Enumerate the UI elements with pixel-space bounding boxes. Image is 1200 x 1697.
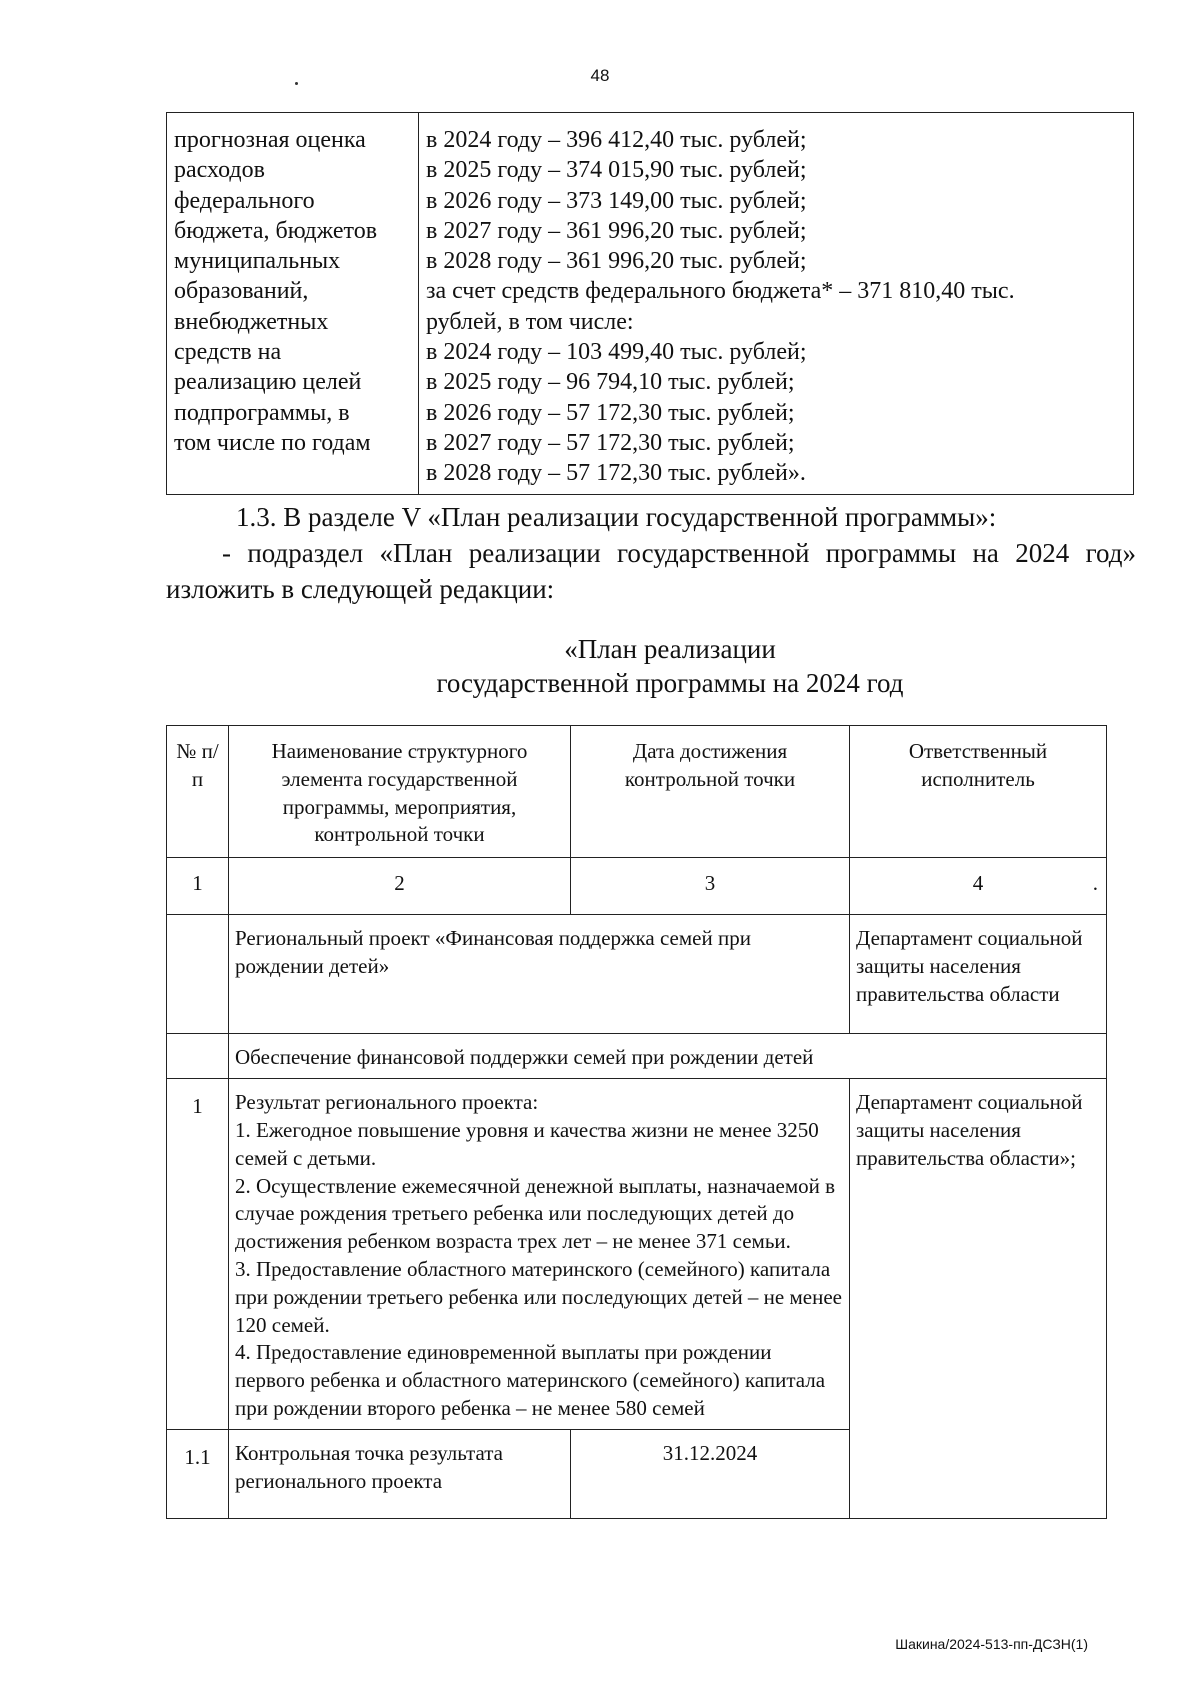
result-line: 3. Предоставление областного материнского (семейного) капитала при рождении третьего ребенка или последующих детей – не менее 120 семей. <box>235 1256 842 1337</box>
financing-label-line: внебюджетных <box>174 308 329 335</box>
financing-value-line: в 2024 году – 396 412,40 тыс. рублей; <box>426 127 807 153</box>
edition-paragraph: изложить в следующей редакции: <box>166 574 555 604</box>
header-row <box>167 726 1107 858</box>
financing-label-line: прогнозная оценка <box>174 127 366 153</box>
financing-value-line: в 2027 году – 361 996,20 тыс. рублей; <box>426 217 807 244</box>
column-number-cell <box>850 858 1107 915</box>
financing-value-line: в 2026 году – 373 149,00 тыс. рублей; <box>426 187 807 214</box>
column-number: 4 <box>972 871 984 896</box>
financing-value-line: рублей, в том числе: <box>426 308 634 335</box>
project-name: Региональный проект «Финансовая поддержка семей при рождении детей» <box>229 915 850 1034</box>
task-row <box>167 1034 1107 1079</box>
checkpoint-date: 31.12.2024 <box>571 1429 850 1518</box>
financing-label-line: федерального <box>174 187 315 214</box>
financing-value-line: в 2027 году – 57 172,30 тыс. рублей; <box>426 429 795 456</box>
header-date: Дата достижения контрольной точки <box>571 726 850 858</box>
result-line: 2. Осуществление ежемесячной денежной выплаты, назначаемой в случае рождения третьего ребенка или последующих детей до достижения ребенком возраста трех лет – не менее 371 семьи. <box>235 1173 836 1254</box>
financing-label-line: средств на <box>174 339 282 366</box>
result-description <box>229 1079 850 1430</box>
scan-speck <box>295 82 298 85</box>
financing-value-line: в 2025 году – 374 015,90 тыс. рублей; <box>426 157 807 184</box>
column-number: 2 <box>229 858 571 915</box>
financing-label-line: расходов <box>174 157 265 184</box>
plan-title-line-1: «План реализации <box>564 634 776 664</box>
result-responsible: Департамент социальной защиты населения правительства области»; <box>850 1079 1107 1519</box>
financing-label-line: подпрограммы, в <box>174 399 350 426</box>
financing-label-line: реализацию целей <box>174 369 362 396</box>
task-name: Обеспечение финансовой поддержки семей при рождении детей <box>229 1034 1107 1079</box>
financing-label-line: образований, <box>174 278 309 305</box>
page-number: 48 <box>590 66 610 85</box>
result-line: 4. Предоставление единовременной выплаты при рождении первого ребенка и областного материнского (семейного) капитала при рождении второго ребенка – не менее 580 семей <box>235 1340 826 1420</box>
financing-row <box>167 113 1134 495</box>
trailing-mark: . <box>1092 871 1098 896</box>
financing-value-line: в 2028 году – 57 172,30 тыс. рублей». <box>426 460 806 487</box>
header-name: Наименование структурного элемента государственной программы, мероприятия, контрольной точки <box>229 726 571 858</box>
financing-value-line: в 2028 году – 361 996,20 тыс. рублей; <box>426 248 807 275</box>
result-line: Результат регионального проекта: <box>235 1090 539 1115</box>
financing-value-line: в 2025 году – 96 794,10 тыс. рублей; <box>426 369 795 396</box>
financing-label-cell <box>167 113 419 495</box>
financing-value-line: в 2024 году – 103 499,40 тыс. рублей; <box>426 339 807 366</box>
task-num-cell <box>167 1034 229 1079</box>
result-num: 1 <box>167 1079 229 1430</box>
checkpoint-num: 1.1 <box>167 1429 229 1518</box>
financing-table <box>166 112 1134 495</box>
financing-label-line: муниципальных <box>174 248 341 275</box>
financing-value-line: за счет средств федерального бюджета* – 371 810,40 тыс. <box>426 278 1015 305</box>
project-responsible: Департамент социальной защиты населения правительства области <box>850 915 1107 1034</box>
checkpoint-name: Контрольная точка результата регионального проекта <box>229 1429 571 1518</box>
subsection-paragraph: - подраздел «План реализации государственной программы на 2024 год» <box>222 538 1136 568</box>
column-number: 3 <box>571 858 850 915</box>
header-responsible: Ответственный исполнитель <box>850 726 1107 858</box>
project-row <box>167 915 1107 1034</box>
plan-title-line-2: государственной программы на 2024 год <box>436 668 904 698</box>
column-number-row <box>167 858 1107 915</box>
financing-label-line: том числе по годам <box>174 429 371 456</box>
amendment-paragraph: 1.3. В разделе V «План реализации государственной программы»: <box>236 502 997 532</box>
plan-table <box>166 725 1107 1519</box>
financing-value-line: в 2026 году – 57 172,30 тыс. рублей; <box>426 399 795 426</box>
project-num-cell <box>167 915 229 1034</box>
document-footer-code: Шакина/2024-513-пп-ДСЗН(1) <box>895 1636 1088 1652</box>
result-row <box>167 1079 1107 1430</box>
financing-values-cell <box>419 113 1134 495</box>
header-num: № п/п <box>167 726 229 858</box>
column-number: 1 <box>167 858 229 915</box>
financing-label-line: бюджета, бюджетов <box>174 217 378 244</box>
result-line: 1. Ежегодное повышение уровня и качества жизни не менее 3250 семей с детьми. <box>235 1117 819 1170</box>
